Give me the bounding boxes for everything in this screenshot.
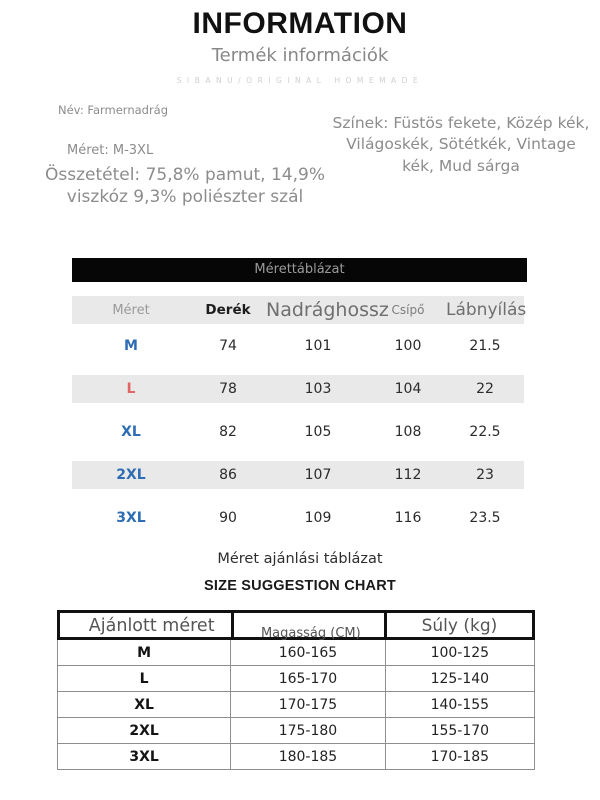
cell-length: 103 <box>304 380 332 397</box>
table-row <box>72 496 524 539</box>
column-header-height <box>231 613 384 641</box>
cell-weight: 125-140 <box>385 666 534 691</box>
cell-hip: 112 <box>394 466 422 483</box>
size-chart-banner: Mérettáblázat <box>72 258 527 282</box>
cell-size: M <box>137 644 152 661</box>
product-name: Név: Farmernadrág <box>58 103 169 117</box>
cell-hip: 100 <box>394 337 422 354</box>
cell-length: 107 <box>304 466 332 483</box>
cell-height: 160-165 <box>230 640 384 665</box>
cell-height: 165-170 <box>230 666 384 691</box>
page-title: INFORMATION <box>192 7 408 40</box>
cell-leg-opening: 22 <box>476 380 494 397</box>
cell-hip: 116 <box>394 509 422 526</box>
page-header <box>0 0 600 85</box>
cell-length: 101 <box>304 337 332 354</box>
cell-size: XL <box>134 696 154 713</box>
column-header-length: Nadrághossz <box>266 299 389 321</box>
product-info-left <box>40 103 330 209</box>
cell-size: 2XL <box>129 722 159 739</box>
column-header-leg-opening: Lábnyílás <box>446 300 527 320</box>
header-label-weight: Súly (kg) <box>421 616 498 636</box>
brand-tagline: SIBANU/ORIGINAL HOMEMADE <box>176 76 424 86</box>
table-row <box>57 744 535 770</box>
table-row <box>72 410 524 453</box>
cell-leg-opening: 23 <box>476 466 494 483</box>
cell-waist: 82 <box>219 423 237 440</box>
table-row <box>57 666 535 692</box>
cell-size: M <box>124 337 138 354</box>
size-chart-header-row <box>72 296 527 324</box>
cell-weight: 140-155 <box>385 692 534 717</box>
cell-size: 3XL <box>116 509 146 526</box>
cell-weight: 155-170 <box>385 718 534 743</box>
product-composition: Összetétel: 75,8% pamut, 14,9% viszkóz 9,3% poliészter szál <box>44 164 325 208</box>
size-suggestion-table <box>57 610 535 770</box>
column-header-weight <box>384 613 532 637</box>
cell-waist: 90 <box>219 509 237 526</box>
cell-weight: 170-185 <box>385 744 534 769</box>
size-chart-table <box>72 296 527 539</box>
column-header-size: Méret <box>112 302 150 318</box>
cell-size: L <box>126 380 136 397</box>
cell-waist: 74 <box>219 337 237 354</box>
product-colors: Színek: Füstös fekete, Közép kék, Világoskék, Sötétkék, Vintage kék, Mud sárga <box>332 114 590 175</box>
product-size-range: Méret: M-3XL <box>67 142 154 158</box>
column-header-recommended-size <box>60 613 231 637</box>
cell-height: 170-175 <box>230 692 384 717</box>
table-row <box>57 718 535 744</box>
suggestion-subtitle: Méret ajánlási táblázat <box>217 551 383 567</box>
column-header-hip: Csípő <box>391 303 425 317</box>
cell-size: XL <box>121 423 141 440</box>
column-header-waist: Derék <box>205 302 251 318</box>
header-label-size: Ajánlott méret <box>88 616 215 636</box>
table-row <box>57 692 535 718</box>
cell-size: 3XL <box>129 748 159 765</box>
table-row <box>72 324 524 367</box>
page-subtitle: Termék információk <box>211 44 389 66</box>
cell-hip: 104 <box>394 380 422 397</box>
cell-length: 109 <box>304 509 332 526</box>
cell-leg-opening: 22.5 <box>469 423 501 440</box>
suggestion-title: SIZE SUGGESTION CHART <box>204 578 396 594</box>
table-row <box>72 367 524 410</box>
table-row <box>57 640 535 666</box>
cell-size: L <box>139 670 149 687</box>
cell-height: 175-180 <box>230 718 384 743</box>
header-label-height: Magasság (CM) <box>260 626 361 641</box>
cell-leg-opening: 21.5 <box>469 337 501 354</box>
cell-size: 2XL <box>116 466 146 483</box>
cell-length: 105 <box>304 423 332 440</box>
cell-waist: 78 <box>219 380 237 397</box>
cell-height: 180-185 <box>230 744 384 769</box>
suggestion-header-row <box>57 610 535 640</box>
cell-waist: 86 <box>219 466 237 483</box>
table-row <box>72 453 524 496</box>
cell-hip: 108 <box>394 423 422 440</box>
cell-weight: 100-125 <box>385 640 534 665</box>
cell-leg-opening: 23.5 <box>469 509 501 526</box>
